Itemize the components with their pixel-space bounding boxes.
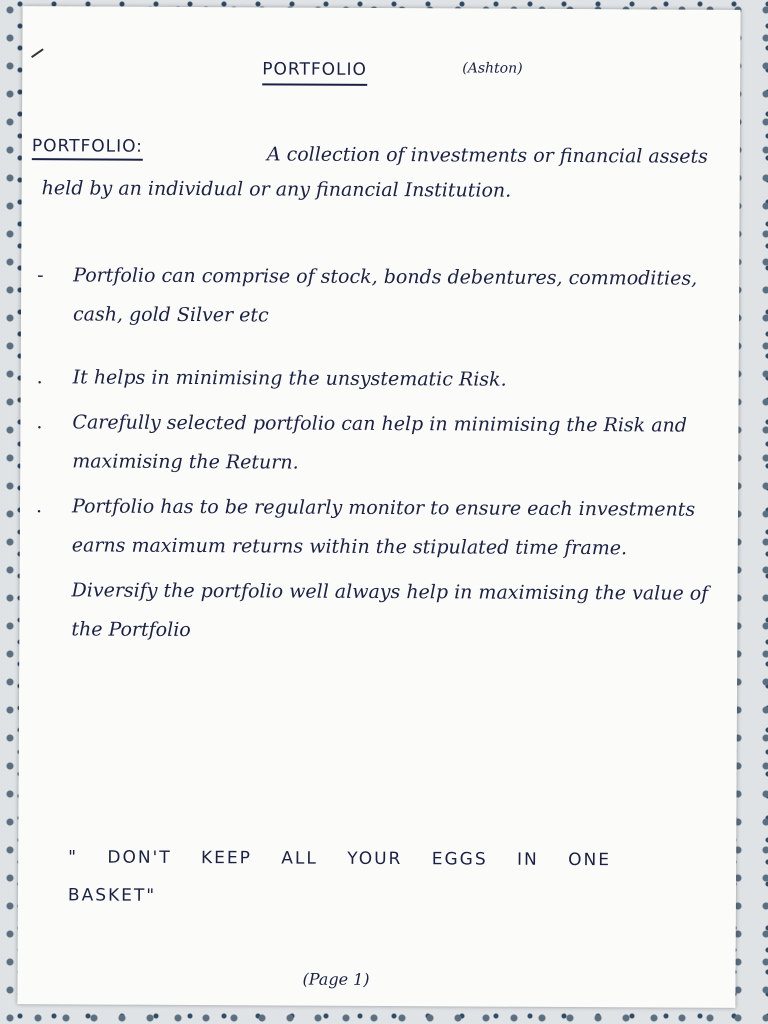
definition-label: PORTFOLIO: xyxy=(32,136,143,161)
bullet-text: Portfolio can comprise of stock, bonds debentures, commodities, cash, gold Silver etc xyxy=(72,264,698,327)
list-item xyxy=(31,358,721,401)
bullet-text: It helps in minimising the unsystematic Risk. xyxy=(72,366,507,391)
title-block xyxy=(262,59,367,86)
bullet-marker: - xyxy=(37,264,44,287)
bullet-marker: . xyxy=(35,495,43,518)
page-title: PORTFOLIO xyxy=(262,59,367,86)
definition-text xyxy=(42,136,722,210)
title-note: (Ashton) xyxy=(462,60,523,77)
bullet-text: Diversify the portfolio well always help in maximising the value of the Portfolio xyxy=(71,579,709,642)
list-item xyxy=(30,487,720,569)
quote-text: " DON'T KEEP ALL YOUR EGGS IN ONE BASKET" xyxy=(67,847,612,906)
bullet-marker: . xyxy=(36,366,43,389)
bullet-list xyxy=(29,256,721,659)
page-number: (Page 1) xyxy=(302,969,370,989)
list-item xyxy=(30,403,720,485)
bullet-marker: . xyxy=(36,411,43,434)
notebook-page xyxy=(17,6,740,1008)
list-item xyxy=(31,256,721,338)
list-item xyxy=(29,571,719,653)
pen-mark xyxy=(31,48,44,58)
definition-body: A collection of investments or financial assets held by an individual or any financial Institution. xyxy=(41,143,708,202)
bullet-text: Portfolio has to be regularly monitor to ensure each investments earns maximum returns within the stipulated time frame. xyxy=(71,495,696,560)
bullet-text: Carefully selected portfolio can help in minimising the Risk and maximising the Return. xyxy=(72,411,688,474)
